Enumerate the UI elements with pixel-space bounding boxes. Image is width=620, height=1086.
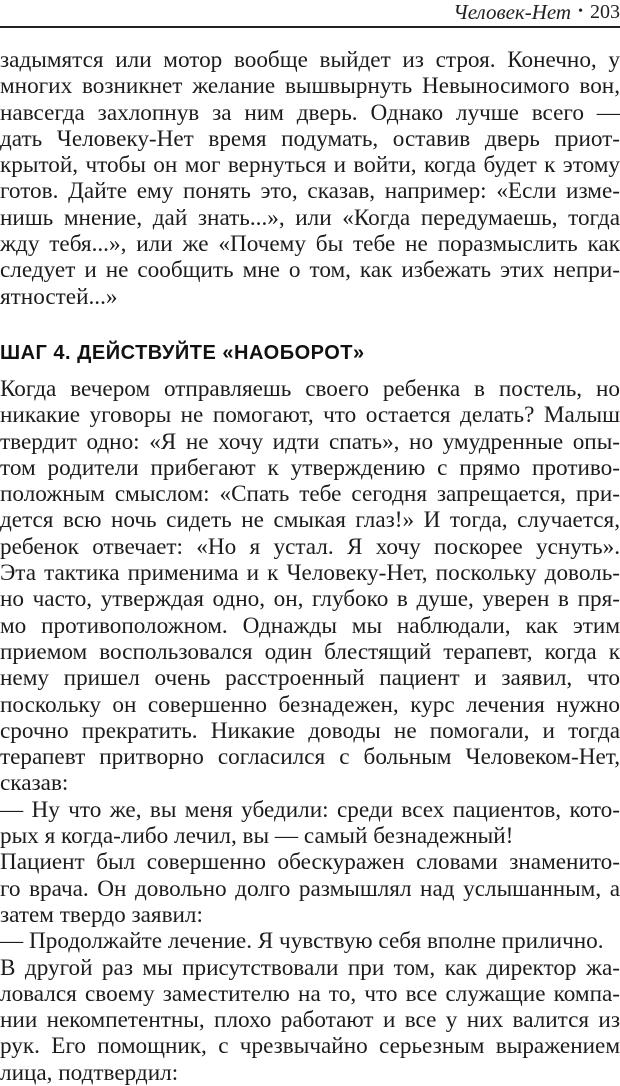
- text-line: Пациент был совершенно обескуражен словами знаменито-: [0, 849, 620, 876]
- text-line: нии некомпетентны, плохо работают и все у них валится из: [0, 1007, 620, 1034]
- text-line: го врача. Он довольно долго размышлял над услышанным, а: [0, 875, 620, 902]
- text-line: приемом воспользовался один блестящий терапевт, когда к: [0, 638, 620, 665]
- text-line: дать Человеку-Нет время подумать, оставив дверь приот-: [0, 125, 620, 152]
- text-line: затем твердо заявил:: [0, 901, 203, 928]
- page-number: 203: [590, 1, 620, 23]
- text-line: навсегда захлопнув за ним дверь. Однако лучше всего —: [0, 99, 620, 126]
- text-line: рых я когда-либо лечил, вы — самый безнадежный!: [0, 823, 514, 850]
- text-line: ребенок отвечает: «Но я устал. Я хочу поскорее уснуть».: [0, 533, 620, 560]
- header-rule: [0, 26, 620, 28]
- text-line: крытой, чтобы он мог вернуться и войти, когда будет к этому: [0, 152, 620, 179]
- text-line: Когда вечером отправляешь своего ребенка в постель, но: [0, 376, 620, 402]
- text-line: срочно прекратить. Никакие доводы не помогали, и тогда: [0, 717, 620, 744]
- text-line: ловался своему заместителю на то, что все служащие компа-: [0, 980, 620, 1007]
- text-line: В другой раз мы присутствовали при том, как директор жа-: [0, 954, 620, 981]
- running-header: [453, 0, 620, 24]
- text-line: — Ну что же, вы меня убедили: среди всех пациентов, кото-: [0, 796, 620, 823]
- text-line: терапевт притворно согласился с больным Человеком-Нет,: [0, 744, 620, 771]
- text-line: мо противоположном. Однажды мы наблюдали, как этим: [0, 612, 620, 639]
- text-line: задымятся или мотор вообще выйдет из строя. Конечно, у: [0, 47, 620, 73]
- text-line: том родители прибегают к утверждению с прямо противо-: [0, 454, 620, 481]
- text-line: рук. Его помощник, с чрезвычайно серьезным выражением: [0, 1033, 620, 1060]
- text-line: следует и не сообщить мне о том, как избежать этих непри-: [0, 257, 620, 284]
- text-line: ятностей...»: [0, 283, 118, 310]
- text-line: сказав:: [0, 770, 69, 797]
- running-title: Человек-Нет: [453, 0, 572, 24]
- header-bullet: •: [578, 4, 583, 19]
- text-line: многих возникнет желание вышвырнуть Невыносимого вон,: [0, 73, 620, 100]
- text-line: никакие уговоры не помогают, что остается делать? Малыш: [0, 402, 620, 429]
- text-line: готов. Дайте ему понять это, сказав, например: «Если изме-: [0, 178, 620, 205]
- text-line: лица, подтвердил:: [0, 1059, 179, 1086]
- section-heading: ШАГ 4. ДЕЙСТВУЙТЕ «НАОБОРОТ»: [0, 342, 365, 364]
- paragraph-continuation: [0, 47, 620, 310]
- text-line: но часто, утверждая одно, он, глубоко в душе, уверен в пря-: [0, 586, 620, 613]
- text-line: положным смыслом: «Спать тебе сегодня запрещается, при-: [0, 481, 620, 508]
- text-line: нему пришел очень расстроенный пациент и заявил, что: [0, 665, 620, 692]
- text-line: — Продолжайте лечение. Я чувствую себя вполне прилично.: [0, 928, 604, 955]
- paragraph-step-4: [0, 376, 620, 1086]
- text-line: дется всю ночь сидеть не смыкая глаз!» И тогда, случается,: [0, 507, 620, 534]
- text-line: жду тебя...», или же «Почему бы тебе не поразмыслить как: [0, 231, 620, 258]
- text-line: твердит одно: «Я не хочу идти спать», но умудренные опы-: [0, 428, 620, 455]
- text-line: поскольку он совершенно безнадежен, курс лечения нужно: [0, 691, 620, 718]
- text-line: Эта тактика применима и к Человеку-Нет, поскольку доволь-: [0, 560, 620, 587]
- text-line: нишь мнение, дай знать...», или «Когда передумаешь, тогда: [0, 204, 620, 231]
